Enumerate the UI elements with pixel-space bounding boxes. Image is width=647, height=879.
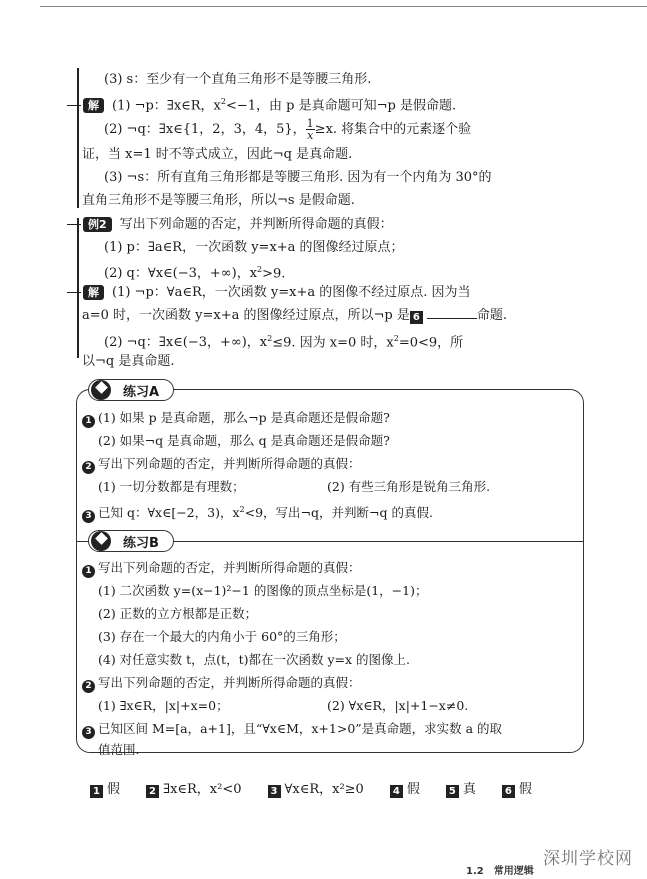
exercise-item: (3) 存在一个最大的内角小于 60°的三角形； [98,629,346,644]
solution-tag: 解 [83,285,104,300]
exercise-item: (2) 有些三角形是锐角三角形. [327,479,491,494]
exercise-item: (2) 正数的立方根都是正数； [98,606,258,621]
exercise-item: (1) ∃x∈R，|x|+x=0； [98,698,229,713]
bracket-tick [67,105,81,106]
text-line: (2) ¬q：∃x∈(−3，+∞)，$x^2\le 9$. 因为 x=0 时，$x^2=0<9$，所 [104,334,464,351]
exercise-item: 2 写出下列命题的否定，并判断所得命题的真假： [82,673,361,693]
example2-heading: 例2 写出下列命题的否定，并判断所得命题的真假： [72,215,393,235]
text-line: a=0 时，一次函数 y=x+a 的图像经过原点，所以¬p 是 6 命题. [82,308,508,323]
answer-item: 6 假 [502,778,532,798]
solution-bracket [77,68,79,208]
top-rule [40,6,647,7]
text-line: 以¬q 是真命题. [82,354,175,369]
bracket-tick [67,224,81,225]
answer-key [90,778,558,798]
answer-item: 2 ∃x∈R，x²<0 [146,778,242,798]
solution-tag: 解 [83,98,104,113]
exercise-item: 3 已知 q：∀x∈[−2，3)，$x^2<9$，写出¬q，并判断¬q 的真假. [82,500,433,523]
text-line: 证，当 x=1 时不等式成立，因此¬q 是真命题. [82,147,353,162]
text-line: (3) ¬s：所有直角三角形都是等腰三角形. 因为有一个内角为 30°的 [104,170,492,185]
exercise-item: 值范围. [98,742,140,757]
pencil-icon [91,531,111,551]
fill-in-blank[interactable] [427,318,477,319]
exercise-a-header: 练习A [88,379,174,401]
exercise-item: (2) ∀x∈R，|x|+1−x≠0. [327,698,469,713]
exercise-item: (4) 对任意实数 t，点(t，t)都在一次函数 y=x 的图像上. [98,652,410,667]
text-line: 直角三角形不是等腰三角形，所以¬s 是假命题. [82,193,355,208]
exercise-item: 1 写出下列命题的否定，并判断所得命题的真假： [82,558,361,578]
exercise-item: (2) 如果¬q 是真命题，那么 q 是真命题还是假命题? [98,433,390,448]
solution-line: 解 (1) ¬p：∃x∈R，$x^2<-1$，由 p 是真命题可知¬p 是假命题. [72,92,456,116]
bracket-tick [67,292,81,293]
text-line: (2) ¬q：∃x∈{1，2，3，4，5}， $\frac{1}{x}$ ≥x. 将集合中的元素逐个验 [104,117,472,142]
solution-line: 解 (1) ¬p：∀a∈R，一次函数 y=x+a 的图像不经过原点. 因为当 [72,283,471,303]
blank-number-badge: 6 [410,311,423,324]
pencil-icon [91,380,111,400]
exercise-item: 2 写出下列命题的否定，并判断所得命题的真假： [82,454,361,474]
page-footer-section: 1.2 常用逻辑 [466,866,534,877]
text-line: (2) q：∀x∈(−3，+∞)，$x^2>9$. [104,265,286,282]
exercise-item: (1) 二次函数 y=(x−1)²−1 的图像的顶点坐标是(1，−1)； [98,583,428,598]
exercise-b-header: 练习B [88,530,174,552]
answer-item: 5 真 [446,778,476,798]
exercise-item: 1 (1) 如果 p 是真命题，那么¬p 是真命题还是假命题? [82,408,390,428]
answer-item: 1 假 [90,778,120,798]
answer-item: 3 ∀x∈R，x²≥0 [268,778,364,798]
answer-item: 4 假 [390,778,420,798]
text-line: (1) p：∃a∈R，一次函数 y=x+a 的图像经过原点； [104,240,404,255]
watermark: 深圳学校网 [543,849,633,869]
example-tag: 例2 [83,217,112,232]
fraction: $\frac{1}{x}$ [306,117,314,142]
exercise-item: (1) 一切分数都是有理数； [98,479,245,494]
text-line: (3) s：至少有一个直角三角形不是等腰三角形. [104,72,372,87]
exercise-item: 3 已知区间 M=[a，a+1]，且“∀x∈M，x+1>0”是真命题，求实数 a 的取 [82,719,502,739]
